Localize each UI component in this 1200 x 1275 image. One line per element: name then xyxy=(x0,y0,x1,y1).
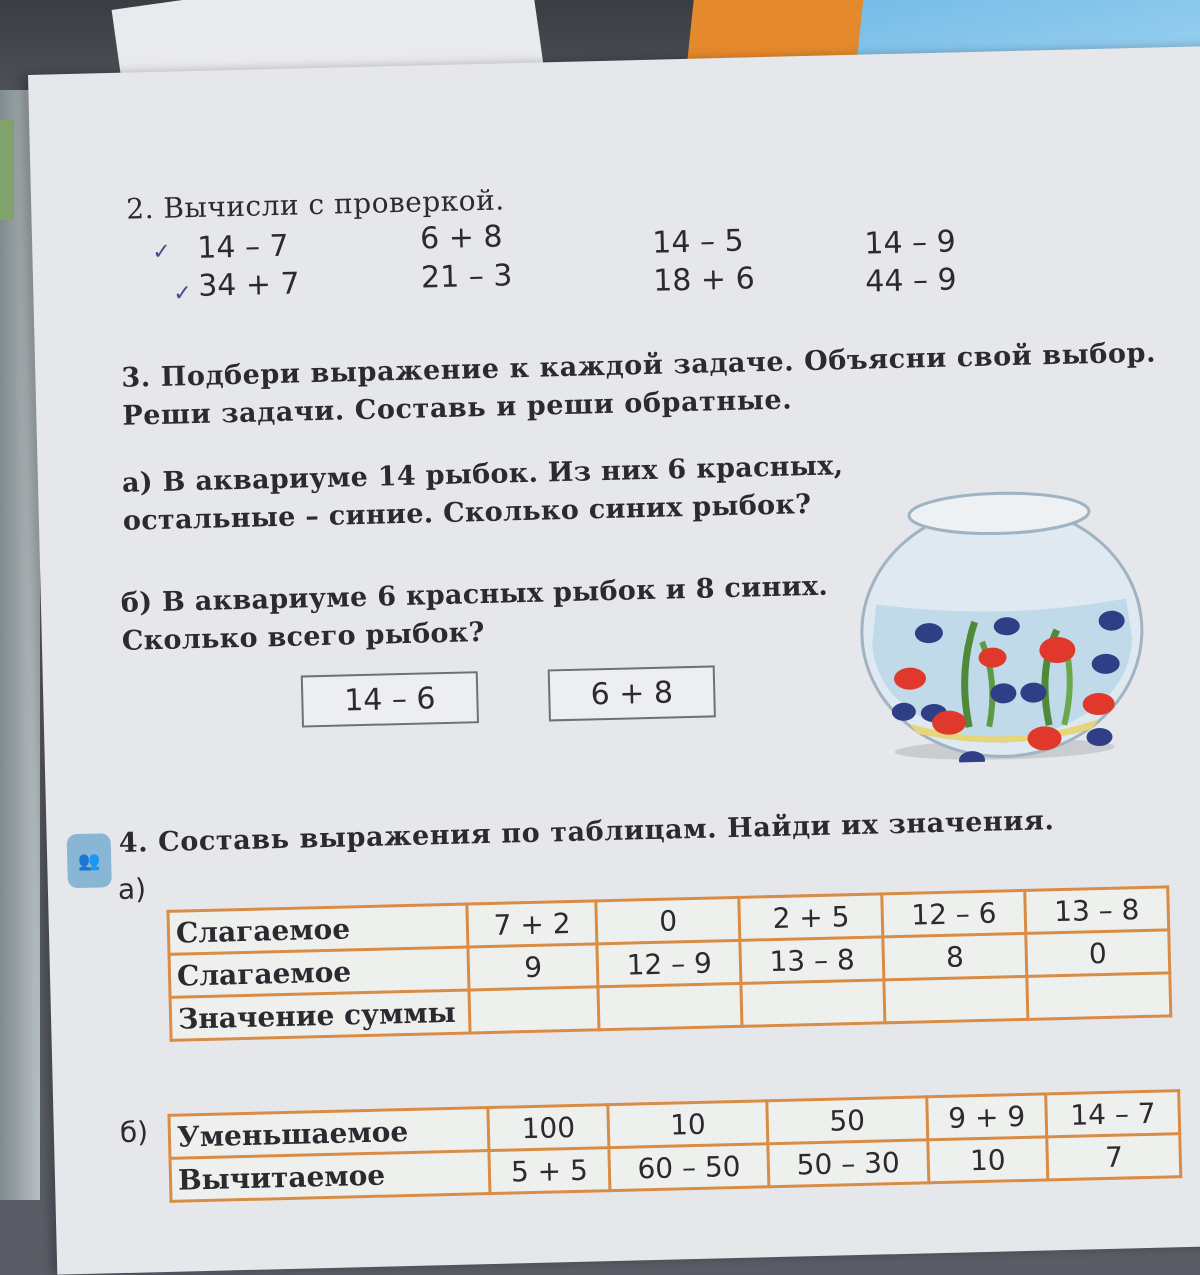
task3-problem-a-line2: остальные – синие. Сколько синих рыбок? xyxy=(122,488,812,537)
task2-expr: 14 – 9 xyxy=(863,224,957,262)
task4-title: 4. Составь выражения по таблицам. Найди их значения. xyxy=(118,805,1055,860)
table-cell: 9 xyxy=(468,944,598,990)
task2-expr: 14 – 7 xyxy=(196,228,290,266)
task3-problem-a: а) В аквариуме 14 рыбок. Из них 6 красных, xyxy=(121,450,844,499)
table-cell: 0 xyxy=(596,897,740,943)
table-cell: 10 xyxy=(608,1101,768,1148)
table-cell: 13 – 8 xyxy=(1025,887,1169,933)
pair-work-icon: 👥 xyxy=(67,833,112,888)
task2-title: 2. Вычисли с проверкой. xyxy=(125,183,505,226)
aquarium-illustration xyxy=(853,478,1150,765)
table-cell: 9 + 9 xyxy=(926,1094,1047,1140)
table-a xyxy=(166,885,1172,1041)
row-label: Слагаемое xyxy=(169,947,469,997)
table-cell: 7 xyxy=(1047,1134,1181,1180)
task4-part-a-label: а) xyxy=(117,872,147,907)
task2-expr: 6 + 8 xyxy=(419,219,503,257)
expression-option: 14 – 6 xyxy=(301,671,479,727)
table-cell: 10 xyxy=(927,1137,1048,1183)
task3-problem-b: б) В аквариуме 6 красных рыбок и 8 синих. xyxy=(120,570,829,619)
table-cell: 12 – 6 xyxy=(882,890,1026,936)
task2-expr: 21 – 3 xyxy=(420,258,513,296)
task3-title: 3. Подбери выражение к каждой задаче. Объясни свой выбор. xyxy=(121,337,1157,394)
table-cell-empty xyxy=(469,987,599,1033)
expression-option: 6 + 8 xyxy=(548,665,716,721)
table-cell: 60 – 50 xyxy=(609,1144,769,1191)
table-cell-empty xyxy=(1027,973,1171,1019)
table-cell: 12 – 9 xyxy=(597,940,741,986)
table-cell-empty xyxy=(741,980,885,1026)
table-cell: 7 + 2 xyxy=(467,901,597,947)
table-b xyxy=(167,1089,1182,1203)
table-cell-empty xyxy=(884,976,1028,1022)
table-cell: 50 xyxy=(767,1097,927,1144)
table-cell: 13 – 8 xyxy=(740,937,884,983)
task2-expr: 14 – 5 xyxy=(651,223,745,261)
table-cell-empty xyxy=(598,983,742,1029)
task2-expr: 44 – 9 xyxy=(864,262,958,300)
task3-title-line2: Реши задачи. Составь и реши обратные. xyxy=(121,384,793,432)
table-cell: 50 – 30 xyxy=(768,1140,928,1187)
row-label: Вычитаемое xyxy=(170,1151,490,1202)
table-cell: 2 + 5 xyxy=(739,894,883,940)
row-label: Значение суммы xyxy=(170,990,470,1040)
task4-part-b-label: б) xyxy=(119,1115,149,1150)
table-cell: 14 – 7 xyxy=(1046,1091,1180,1137)
table-cell: 5 + 5 xyxy=(489,1148,610,1194)
textbook-page xyxy=(28,45,1200,1275)
task3-problem-b-line2: Сколько всего рыбок? xyxy=(121,617,486,657)
checkmark-icon: ✓ xyxy=(173,281,193,307)
table-cell: 100 xyxy=(488,1105,609,1151)
task2-expr: 34 + 7 xyxy=(197,266,301,304)
book-edge-tab xyxy=(0,120,14,220)
row-label: Уменьшаемое xyxy=(169,1108,489,1159)
task2-expr: 18 + 6 xyxy=(652,261,756,299)
row-label: Слагаемое xyxy=(168,904,468,954)
table-cell: 8 xyxy=(883,933,1027,979)
checkmark-icon: ✓ xyxy=(152,239,172,266)
table-cell: 0 xyxy=(1026,930,1170,976)
